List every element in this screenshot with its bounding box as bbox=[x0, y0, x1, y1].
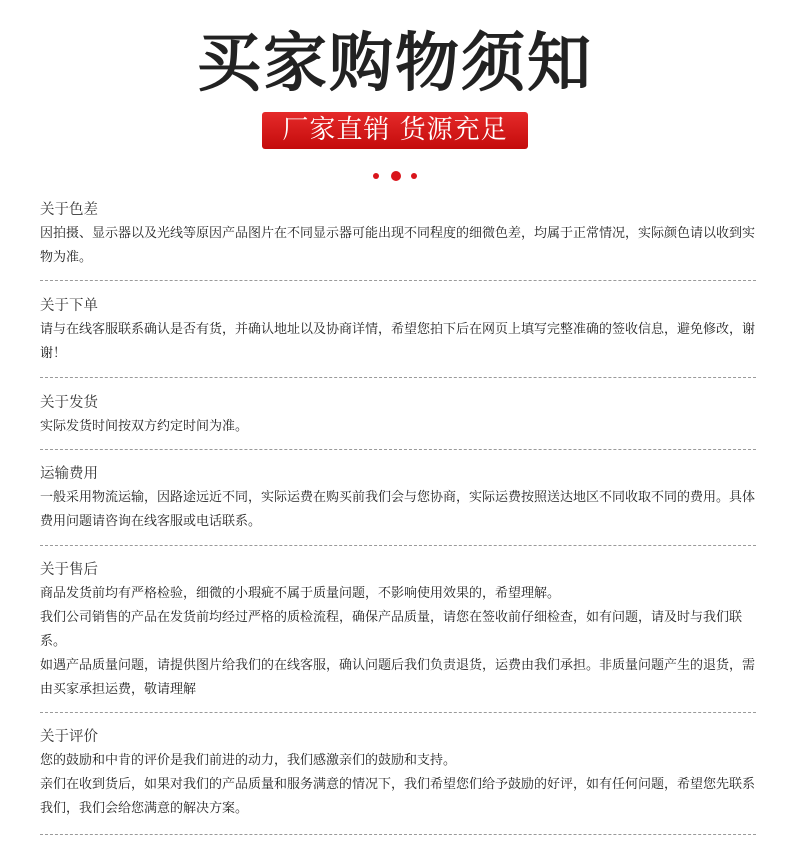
dot-icon bbox=[373, 173, 379, 179]
section-shipping bbox=[40, 393, 756, 439]
promo-banner: 厂家直销 货源充足 bbox=[262, 112, 528, 149]
section-paragraph: 因拍摄、显示器以及光线等原因产品图片在不同显示器可能出现不同程度的细微色差，均属于正常情况，实际颜色请以收到实物为准。 bbox=[40, 226, 756, 265]
section-body bbox=[40, 415, 756, 439]
section-paragraph: 实际发货时间按双方约定时间为准。 bbox=[40, 419, 249, 434]
section-title: 关于发货 bbox=[40, 395, 98, 411]
section-body bbox=[40, 318, 756, 366]
page-title: 买家购物须知 bbox=[197, 27, 593, 101]
section-color-difference bbox=[40, 200, 756, 270]
section-body bbox=[40, 222, 756, 270]
section-paragraph: 请与在线客服联系确认是否有货，并确认地址以及协商详情，希望您拍下后在网页上填写完整准确的签收信息，避免修改，谢谢！ bbox=[40, 322, 756, 361]
dot-icon bbox=[411, 173, 417, 179]
divider bbox=[40, 449, 756, 450]
section-body bbox=[40, 749, 756, 821]
section-title: 关于色差 bbox=[40, 202, 98, 218]
divider bbox=[40, 545, 756, 546]
section-title: 关于下单 bbox=[40, 298, 98, 314]
section-title: 运输费用 bbox=[40, 466, 98, 482]
divider bbox=[40, 712, 756, 713]
divider bbox=[40, 280, 756, 281]
divider bbox=[40, 834, 756, 835]
decorative-dots bbox=[373, 170, 419, 182]
section-ordering bbox=[40, 296, 756, 366]
section-title: 关于评价 bbox=[40, 729, 98, 745]
section-paragraph: 一般采用物流运输，因路途远近不同，实际运费在购买前我们会与您协商，实际运费按照送达地区不同收取不同的费用。具体费用问题请咨询在线客服或电话联系。 bbox=[40, 490, 756, 529]
section-paragraph: 如遇产品质量问题，请提供图片给我们的在线客服，确认问题后我们负责退货，运费由我们承担。非质量问题产生的退货，需由买家承担运费，敬请理解 bbox=[40, 658, 756, 697]
section-paragraph: 商品发货前均有严格检验，细微的小瑕疵不属于质量问题，不影响使用效果的，希望理解。 bbox=[40, 586, 561, 601]
section-title: 关于售后 bbox=[40, 562, 98, 578]
section-body bbox=[40, 582, 756, 702]
section-paragraph: 亲们在收到货后，如果对我们的产品质量和服务满意的情况下，我们希望您们给予鼓励的好评，如有任何问题，希望您先联系我们，我们会给您满意的解决方案。 bbox=[40, 777, 756, 816]
section-freight bbox=[40, 464, 756, 534]
section-reviews bbox=[40, 727, 756, 821]
divider bbox=[40, 377, 756, 378]
section-paragraph: 我们公司销售的产品在发货前均经过严格的质检流程，确保产品质量，请您在签收前仔细检查，如有问题，请及时与我们联系。 bbox=[40, 610, 743, 649]
section-body bbox=[40, 486, 756, 534]
section-paragraph: 您的鼓励和中肯的评价是我们前进的动力，我们感激亲们的鼓励和支持。 bbox=[40, 753, 457, 768]
section-after-sales bbox=[40, 560, 756, 702]
dot-icon bbox=[391, 171, 401, 181]
